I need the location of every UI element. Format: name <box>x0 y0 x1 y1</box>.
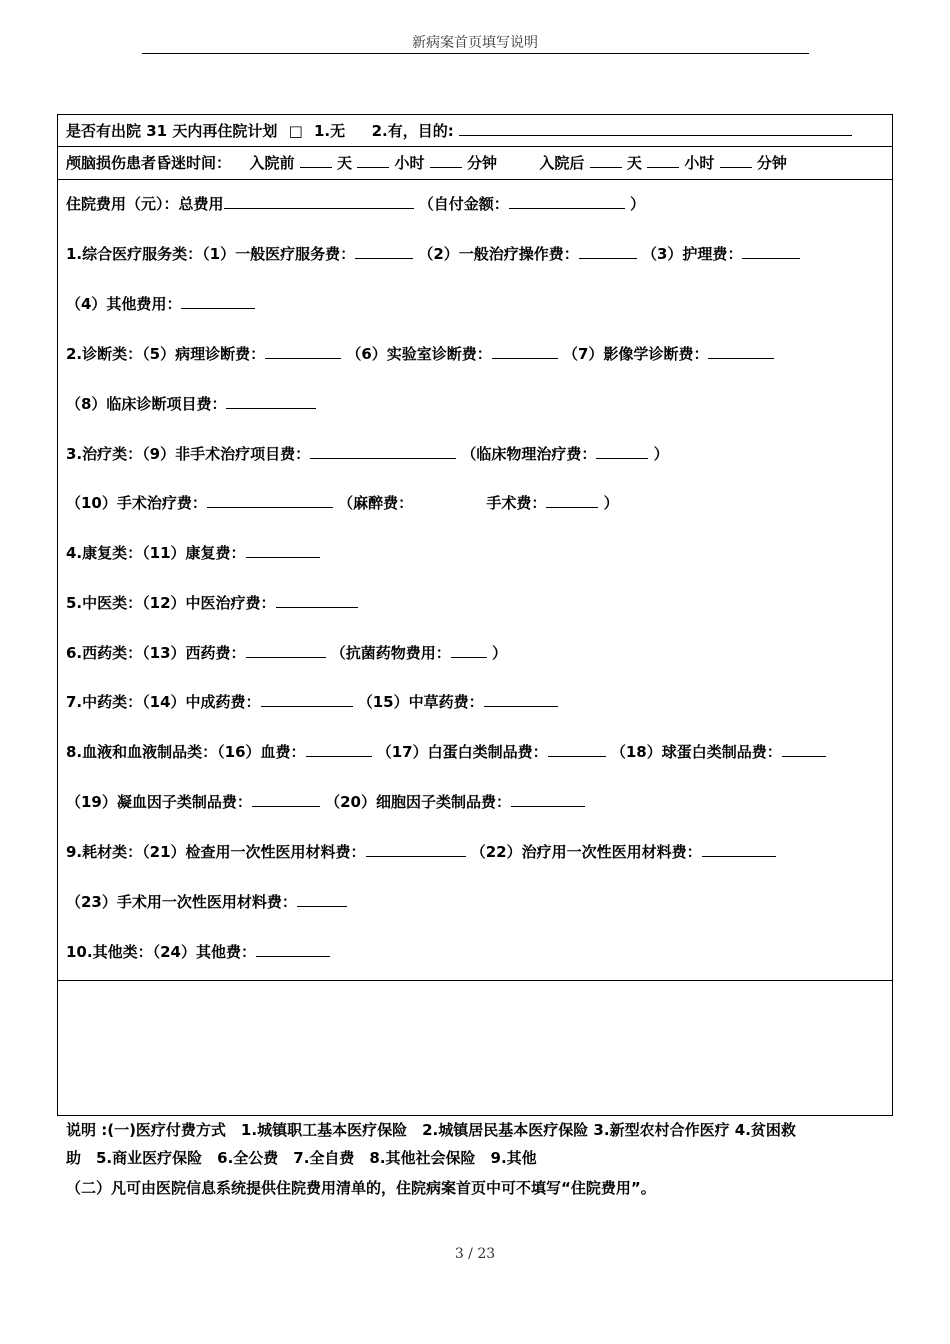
coagulation-label: （19）凝血因子类制品费： <box>66 793 252 811</box>
coma-before-day-field[interactable] <box>300 152 332 168</box>
western-drug-label: 6.西药类：（13）西药费： <box>66 644 246 662</box>
rehab-label: 4.康复类：（11）康复费： <box>66 544 246 562</box>
nursing-label: （3）护理费： <box>642 245 743 263</box>
general-service-label: 1.综合医疗服务类：（1）一般医疗服务费： <box>66 245 356 263</box>
note-line-1: 说明 :(一)医疗付费方式 1.城镇职工基本医疗保险 2.城镇居民基本医疗保险 3.新型农村合作医疗 4.贫困救 <box>66 1121 796 1139</box>
cost-row-1 <box>66 243 800 264</box>
page-number: 3 / 23 <box>454 1246 496 1262</box>
anesthesia-label: （麻醉费： <box>338 494 414 512</box>
rehab-field[interactable] <box>246 542 320 558</box>
antibiotic-label: （抗菌药物费用： <box>330 644 451 662</box>
cost-row-7 <box>66 542 320 563</box>
readmission-opt2: 2.有，目的: <box>371 122 454 140</box>
row-divider <box>57 146 893 147</box>
self-pay-label: （自付金额： <box>418 195 509 213</box>
physio-field[interactable] <box>596 443 648 459</box>
close-paren: ） <box>492 644 508 662</box>
general-treatment-field[interactable] <box>579 243 637 259</box>
minute-unit: 分钟 <box>756 154 787 172</box>
pathology-field[interactable] <box>265 343 341 359</box>
coma-row <box>66 152 787 173</box>
hour-unit: 小时 <box>394 154 425 172</box>
coagulation-field[interactable] <box>252 791 320 807</box>
close-paren: ） <box>630 195 646 213</box>
western-drug-field[interactable] <box>246 642 326 658</box>
cost-row-11 <box>66 741 826 762</box>
coma-label: 颅脑损伤患者昏迷时间： <box>66 154 232 172</box>
cost-row-14 <box>66 891 347 912</box>
cost-row-3 <box>66 343 774 364</box>
non-surgical-field[interactable] <box>310 443 456 459</box>
cost-row-9 <box>66 642 507 663</box>
treatment-material-field[interactable] <box>702 841 776 857</box>
exam-material-label: 9.耗材类：（21）检查用一次性医用材料费： <box>66 843 366 861</box>
cost-row-15 <box>66 941 330 962</box>
self-pay-field[interactable] <box>509 193 625 209</box>
surgery-treatment-field[interactable] <box>207 492 333 508</box>
total-cost-row <box>66 193 645 214</box>
close-paren: ） <box>653 445 669 463</box>
lab-field[interactable] <box>492 343 558 359</box>
coma-before-label: 入院前 <box>249 154 295 172</box>
clinical-diagnosis-label: （8）临床诊断项目费： <box>66 395 227 413</box>
globulin-field[interactable] <box>782 741 826 757</box>
herbal-medicine-field[interactable] <box>484 691 558 707</box>
header-divider <box>142 53 809 54</box>
coma-after-minute-field[interactable] <box>720 152 752 168</box>
blood-field[interactable] <box>306 741 372 757</box>
cost-row-2 <box>66 293 255 314</box>
page-header-title: 新病案首页填写说明 <box>412 35 538 51</box>
blood-label: 8.血液和血液制品类：（16）血费： <box>66 743 306 761</box>
total-cost-field[interactable] <box>224 193 414 209</box>
tcm-treatment-label: 5.中医类：（12）中医治疗费： <box>66 594 276 612</box>
imaging-field[interactable] <box>708 343 774 359</box>
other-fee-label: （4）其他费用： <box>66 295 182 313</box>
surgery-material-field[interactable] <box>297 891 347 907</box>
general-treatment-label: （2）一般治疗操作费： <box>418 245 579 263</box>
coma-after-day-field[interactable] <box>590 152 622 168</box>
surgery-treatment-label: （10）手术治疗费： <box>66 494 207 512</box>
antibiotic-field[interactable] <box>451 642 487 658</box>
coma-before-minute-field[interactable] <box>430 152 462 168</box>
cytokine-label: （20）细胞因子类制品费： <box>325 793 512 811</box>
note-line-3: （二）凡可由医院信息系统提供住院费用清单的，住院病案首页中可不填写“住院费用”。 <box>66 1179 656 1197</box>
herbal-medicine-label: （15）中草药费： <box>357 693 484 711</box>
coma-after-label: 入院后 <box>539 154 585 172</box>
readmission-label: 是否有出院 31 天内再住院计划 <box>66 122 278 140</box>
lab-label: （6）实验室诊断费： <box>346 345 492 363</box>
non-surgical-label: 3.治疗类：（9）非手术治疗项目费： <box>66 445 311 463</box>
surgery-material-label: （23）手术用一次性医用材料费： <box>66 893 297 911</box>
other-fee-field[interactable] <box>181 293 255 309</box>
exam-material-field[interactable] <box>366 841 466 857</box>
checkbox-icon[interactable]: □ <box>288 122 303 140</box>
minute-unit: 分钟 <box>466 154 497 172</box>
hour-unit: 小时 <box>684 154 715 172</box>
cytokine-field[interactable] <box>511 791 585 807</box>
total-cost-label: 住院费用（元）：总费用 <box>66 195 224 213</box>
day-unit: 天 <box>626 154 642 172</box>
imaging-label: （7）影像学诊断费： <box>563 345 709 363</box>
coma-before-hour-field[interactable] <box>357 152 389 168</box>
treatment-material-label: （22）治疗用一次性医用材料费： <box>470 843 702 861</box>
other-category-label: 10.其他类：（24）其他费： <box>66 943 256 961</box>
globulin-label: （18）球蛋白类制品费： <box>610 743 782 761</box>
note-line-2: 助 5.商业医疗保险 6.全公费 7.全自费 8.其他社会保险 9.其他 <box>66 1149 537 1167</box>
cost-row-5 <box>66 443 669 464</box>
readmission-purpose-field[interactable] <box>459 120 852 136</box>
tcm-treatment-field[interactable] <box>276 592 358 608</box>
coma-after-hour-field[interactable] <box>647 152 679 168</box>
clinical-diagnosis-field[interactable] <box>226 393 316 409</box>
anesthesia-field <box>413 493 481 508</box>
general-service-field[interactable] <box>355 243 413 259</box>
pathology-label: 2.诊断类：（5）病理诊断费： <box>66 345 266 363</box>
patent-medicine-label: 7.中药类：（14）中成药费： <box>66 693 261 711</box>
close-paren: ） <box>603 494 619 512</box>
surgery-fee-label: 手术费： <box>486 494 547 512</box>
cost-row-8 <box>66 592 358 613</box>
readmission-opt1: 1.无 <box>313 122 346 140</box>
patent-medicine-field[interactable] <box>261 691 353 707</box>
other-category-field[interactable] <box>256 941 330 957</box>
surgery-fee-field[interactable] <box>546 492 598 508</box>
albumin-label: （17）白蛋白类制品费： <box>376 743 548 761</box>
cost-row-6 <box>66 492 619 513</box>
nursing-field[interactable] <box>742 243 800 259</box>
cost-row-13 <box>66 841 776 862</box>
readmission-row <box>66 120 852 141</box>
cost-row-12 <box>66 791 585 812</box>
cost-row-10 <box>66 691 558 712</box>
albumin-field[interactable] <box>548 741 606 757</box>
empty-box <box>57 980 893 1116</box>
day-unit: 天 <box>336 154 352 172</box>
cost-row-4 <box>66 393 316 414</box>
physio-label: （临床物理治疗费： <box>461 445 597 463</box>
